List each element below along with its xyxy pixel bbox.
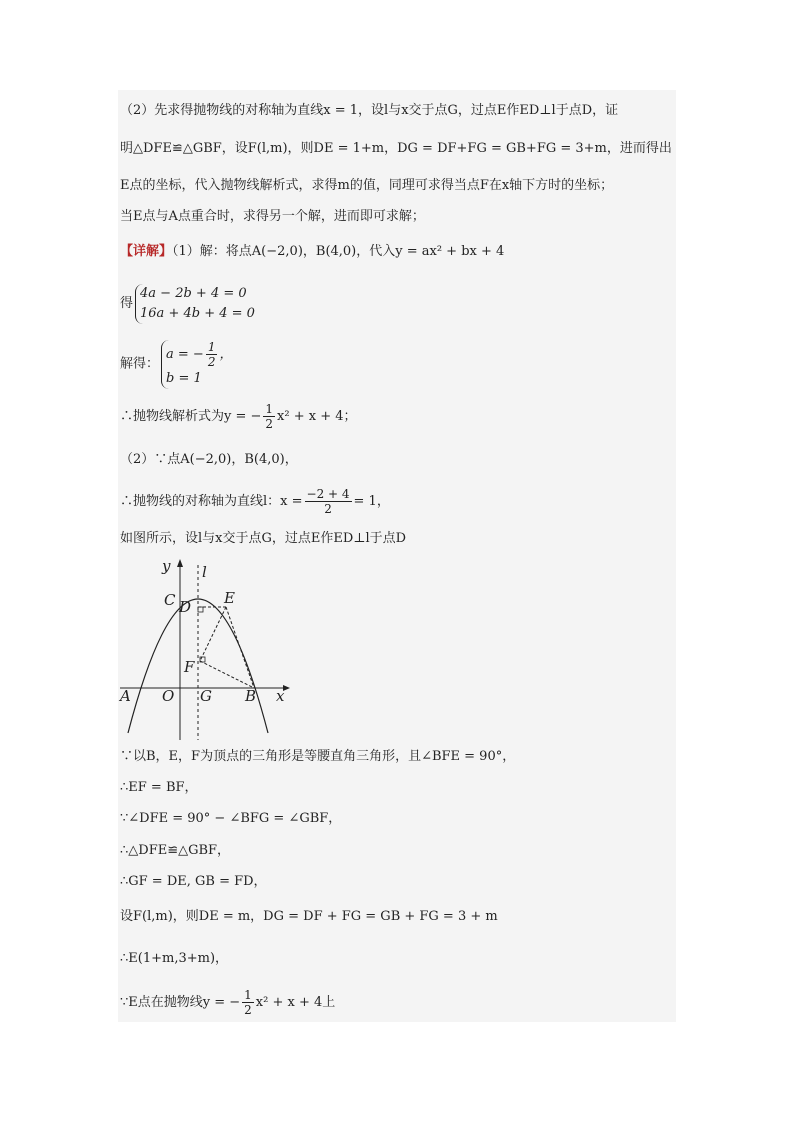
parabola-figure bbox=[118, 555, 293, 745]
detail-tag: 【详解】 bbox=[120, 244, 173, 259]
label-B: B bbox=[245, 687, 257, 705]
detail-line-3: 如图所示，设l与x交于点G，过点E作ED⊥l于点D bbox=[120, 531, 407, 546]
proof-line-6: 设F(l,m)，则DE = m，DG = DF + FG = GB + FG = 3 + m bbox=[120, 909, 498, 924]
solution-a-num: 1 bbox=[207, 340, 216, 354]
equation-system bbox=[120, 284, 255, 324]
analysis-line-2: 明△DFE≌△GBF，设F(l,m)，则DE = 1+m，DG = DF+FG = GB+FG = 3+m，进而得出 bbox=[120, 141, 672, 156]
analysis-line-4: 当E点与A点重合时，求得另一个解，进而即可求解； bbox=[120, 209, 425, 224]
axis-suffix: = 1， bbox=[353, 494, 390, 509]
label-l: l bbox=[202, 563, 207, 581]
analysis-line-3: E点的坐标，代入抛物线解析式，求得m的值，同理可求得当点F在x轴下方时的坐标； bbox=[120, 178, 614, 193]
proof-line-5: ∴GF = DE, GB = FD， bbox=[120, 874, 267, 889]
proof-8-suffix: x² + x + 4上 bbox=[255, 995, 336, 1010]
solution-comma: ， bbox=[219, 347, 233, 362]
system-eq-1: 4a − 2b + 4 = 0 bbox=[140, 286, 247, 301]
axis-den: 2 bbox=[324, 502, 332, 516]
proof-line-8 bbox=[120, 988, 335, 1017]
proof-line-4: ∴△DFE≌△GBF， bbox=[120, 843, 231, 858]
y-axis-arrow bbox=[177, 559, 183, 567]
proof-line-7: ∴E(1+m,3+m)， bbox=[120, 951, 229, 966]
proof-8-prefix: ∵E点在抛物线y = − bbox=[120, 995, 241, 1010]
result-den: 2 bbox=[265, 417, 274, 431]
proof-line-3: ∵∠DFE = 90° − ∠BFG = ∠GBF， bbox=[120, 811, 342, 826]
solution-a-den: 2 bbox=[207, 355, 216, 369]
axis-prefix: ∴抛物线的对称轴为直线l：x = bbox=[120, 494, 303, 509]
analysis-line-1: （2）先求得抛物线的对称轴为直线x = 1，设l与x交于点G，过点E作ED⊥l于点D，证 bbox=[120, 103, 619, 118]
solution-system bbox=[120, 340, 232, 389]
proof-8-den: 2 bbox=[244, 1003, 252, 1017]
proof-line-2: ∴EF = BF， bbox=[120, 780, 198, 795]
system-eq-2: 16a + 4b + 4 = 0 bbox=[140, 306, 255, 321]
solution-brace bbox=[161, 340, 232, 389]
right-angle-D bbox=[198, 607, 203, 612]
detail-line-2: （2）∵点A(−2,0)，B(4,0)， bbox=[120, 452, 298, 467]
result-line bbox=[120, 402, 357, 431]
result-num: 1 bbox=[265, 402, 274, 416]
label-C: C bbox=[164, 591, 176, 609]
solution-b: b = 1 bbox=[166, 371, 202, 386]
segment-EB bbox=[226, 607, 254, 688]
system-brace bbox=[135, 284, 255, 324]
detail-line-1 bbox=[120, 243, 504, 261]
solution-a: a = − bbox=[166, 347, 204, 362]
proof-8-num: 1 bbox=[244, 988, 252, 1002]
axis-line bbox=[120, 487, 390, 516]
label-x: x bbox=[276, 687, 285, 705]
label-D: D bbox=[179, 598, 192, 616]
detail-part1: （1）解：将点A(−2,0)，B(4,0)，代入y = ax² + bx + 4 bbox=[172, 244, 505, 259]
proof-line-1: ∵以B，E，F为顶点的三角形是等腰直角三角形，且∠BFE = 90°， bbox=[120, 749, 516, 764]
result-prefix: ∴抛物线解析式为y = − bbox=[120, 409, 262, 424]
label-E: E bbox=[224, 589, 235, 607]
label-y: y bbox=[162, 557, 171, 575]
label-O: O bbox=[162, 687, 175, 705]
axis-num: −2 + 4 bbox=[306, 487, 350, 501]
system-prefix: 得 bbox=[120, 296, 134, 311]
label-G: G bbox=[200, 687, 212, 705]
label-A: A bbox=[120, 687, 131, 705]
solution-prefix: 解得： bbox=[120, 356, 160, 372]
result-suffix: x² + x + 4； bbox=[277, 409, 357, 424]
label-F: F bbox=[184, 658, 195, 676]
